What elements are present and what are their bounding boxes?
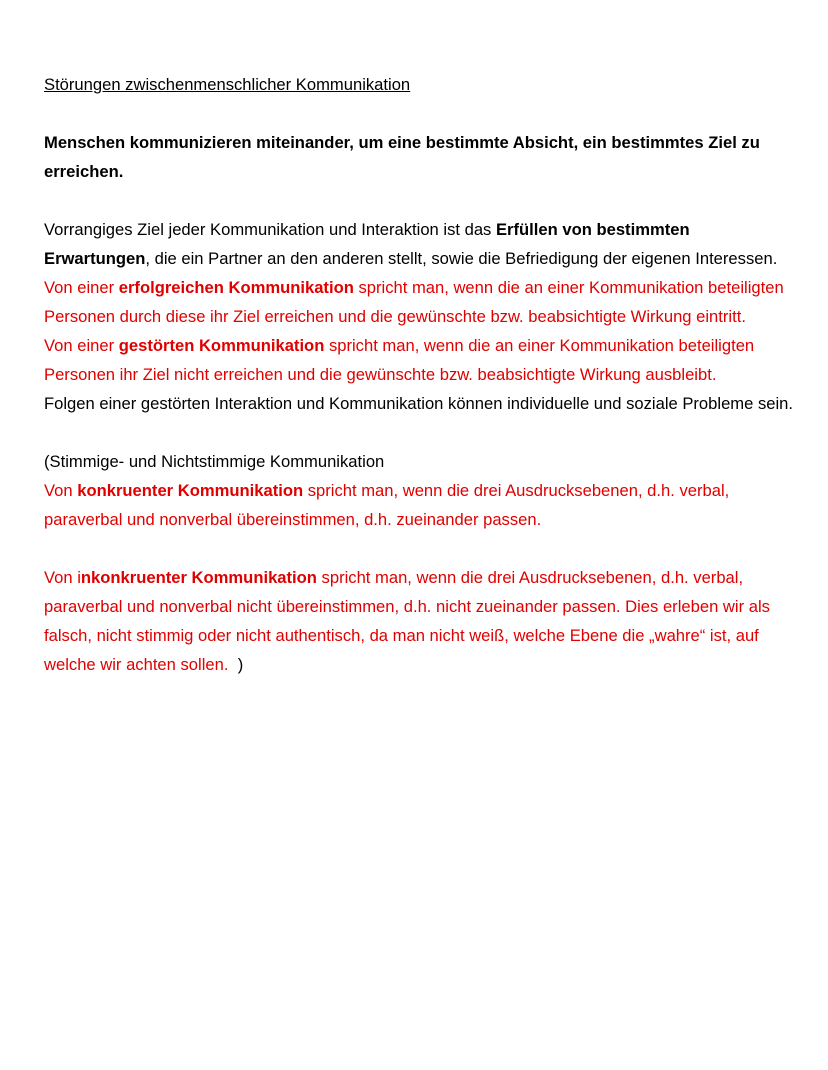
- disturbed-text-start: Von einer: [44, 336, 119, 355]
- successful-text-end: spricht man, wenn die an einer Kommunikation beteiligten Personen durch diese ihr Ziel erreichen und die gewünschte bzw. beabsichtigte Wirkung eintritt.: [44, 278, 784, 326]
- incongruent-text-end: spricht man, wenn die drei Ausdrucksebenen, d.h. verbal, paraverbal und nonverbal nicht übereinstimmen, d.h. nicht zueinander passen. Dies erleben wir als falsch, nicht stimmig oder nicht authentisch, da man nicht weiß, welche Ebene die „wahre“ ist, auf welche wir achten sollen.: [44, 568, 770, 674]
- expectations-emphasis: Erfüllen von bestimmten Erwartungen: [44, 220, 690, 268]
- successful-emphasis: erfolgreichen Kommunikation: [118, 278, 354, 297]
- closing-parenthesis: ): [228, 655, 244, 674]
- spacer: [44, 418, 794, 447]
- successful-communication-paragraph: [44, 273, 794, 331]
- expectations-text-start: Vorrangiges Ziel jeder Kommunikation und Interaktion ist das: [44, 220, 496, 239]
- incongruent-text-start: Von i: [44, 568, 81, 587]
- document-body: [44, 70, 794, 679]
- incongruent-communication-paragraph: [44, 563, 794, 679]
- disturbed-emphasis: gestörten Kommunikation: [118, 336, 325, 355]
- spacer: [44, 534, 794, 563]
- spacer: [44, 99, 794, 128]
- congruence-heading: (Stimmige- und Nichtstimmige Kommunikation: [44, 452, 385, 471]
- consequences-paragraph: Folgen einer gestörten Interaktion und Kommunikation können individuelle und soziale Probleme sein.: [44, 394, 794, 413]
- expectations-text-end: , die ein Partner an den anderen stellt, sowie die Befriedigung der eigenen Interessen.: [145, 249, 778, 268]
- congruent-communication-paragraph: [44, 476, 794, 534]
- disturbed-communication-paragraph: [44, 331, 794, 389]
- page-title: Störungen zwischenmenschlicher Kommunikation: [44, 75, 411, 94]
- spacer: [44, 186, 794, 215]
- congruent-emphasis: konkruenter Kommunikation: [77, 481, 304, 500]
- incongruent-emphasis: nkonkruenter Kommunikation: [80, 568, 317, 587]
- disturbed-text-end: spricht man, wenn die an einer Kommunikation beteiligten Personen ihr Ziel nicht erreichen und die gewünschte bzw. beabsichtigte Wirkung ausbleibt.: [44, 336, 755, 384]
- intro-paragraph: Menschen kommunizieren miteinander, um eine bestimmte Absicht, ein bestimmtes Ziel zu erreichen.: [44, 133, 760, 181]
- successful-text-start: Von einer: [44, 278, 119, 297]
- congruent-text-end: spricht man, wenn die drei Ausdrucksebenen, d.h. verbal, paraverbal und nonverbal übereinstimmen, d.h. zueinander passen.: [44, 481, 730, 529]
- congruent-text-start: Von: [44, 481, 78, 500]
- expectations-paragraph: [44, 215, 794, 273]
